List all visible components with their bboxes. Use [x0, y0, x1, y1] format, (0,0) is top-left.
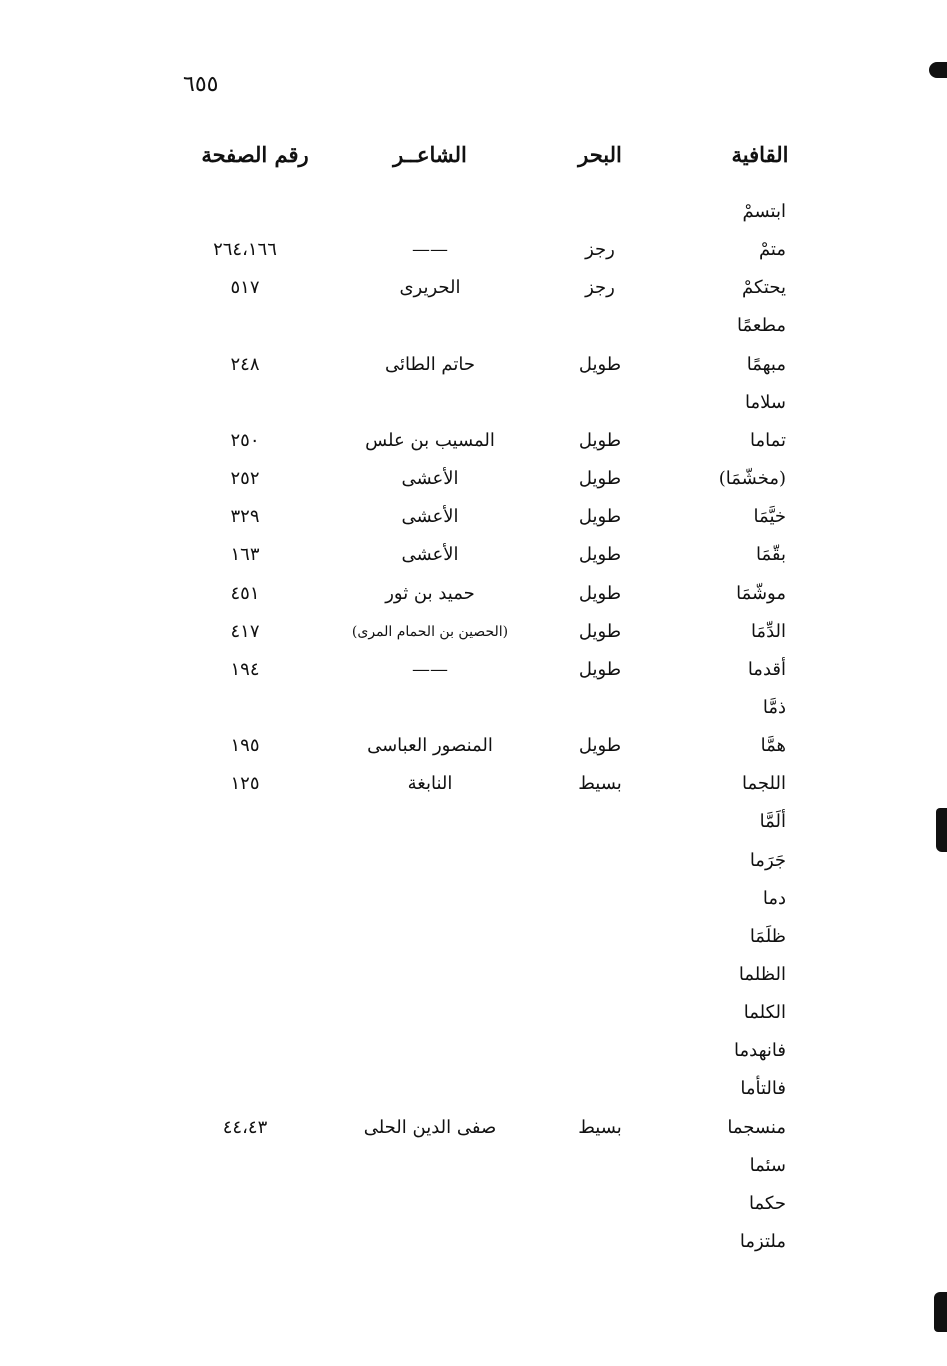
page-ref-cell [200, 689, 290, 727]
page-ref-cell [200, 956, 290, 994]
page-ref-cell: ٤١٧ [230, 621, 260, 642]
table-row [0, 956, 947, 994]
meter-cell: بسيط [578, 773, 622, 794]
meter-cell: طويل [578, 544, 622, 565]
table-row [0, 765, 947, 803]
poet-cell [330, 880, 530, 918]
rhyme-cell: ألَمَّا [759, 811, 786, 832]
page-ref-cell: ٥١٧ [230, 277, 260, 298]
rhyme-cell: ظلَمَا [749, 926, 786, 947]
page-ref-cell [200, 1223, 290, 1261]
rhyme-cell: أقدما [747, 659, 786, 680]
meter-cell [545, 918, 655, 956]
rhyme-cell: خيَّمَا [753, 506, 786, 527]
rhyme-cell: فانهدما [734, 1040, 786, 1061]
meter-cell [545, 193, 655, 231]
meter-cell: طويل [578, 354, 622, 375]
page-ref-cell [200, 918, 290, 956]
meter-cell [545, 994, 655, 1032]
poet-cell [330, 842, 530, 880]
table-row [0, 613, 947, 651]
poet-cell [330, 689, 530, 727]
table-row [0, 575, 947, 613]
poet-cell [330, 956, 530, 994]
rhyme-cell: دما [762, 888, 786, 909]
page-ref-cell: ٢٥٢ [230, 468, 260, 489]
table-row [0, 1147, 947, 1185]
page-ref-cell [200, 193, 290, 231]
meter-cell [545, 384, 655, 422]
table-row [0, 1032, 947, 1070]
table-row [0, 1070, 947, 1108]
page-ref-cell [200, 803, 290, 841]
table-row [0, 842, 947, 880]
meter-cell [545, 307, 655, 345]
rhyme-cell: حكما [749, 1193, 786, 1214]
page-ref-cell: ٣٢٩ [230, 506, 260, 527]
meter-cell: طويل [578, 468, 622, 489]
meter-cell: طويل [578, 506, 622, 527]
page-ref-cell [200, 307, 290, 345]
rhyme-cell: منسجما [727, 1117, 786, 1138]
poet-cell [330, 1070, 530, 1108]
page-ref-cell [200, 1032, 290, 1070]
table-row [0, 384, 947, 422]
poet-cell [330, 384, 530, 422]
rhyme-cell: تماما [749, 430, 786, 451]
poet-cell [330, 994, 530, 1032]
header-poet: الشاعــر [393, 142, 467, 167]
rhyme-cell: موشّمَا [736, 583, 786, 604]
rhyme-cell: ذمَّا [762, 697, 786, 718]
header-rhyme: القافية [731, 142, 789, 167]
rhyme-cell: مبهمًا [746, 354, 786, 375]
poet-cell: النابغة [407, 773, 453, 794]
meter-cell: طويل [578, 735, 622, 756]
page-ref-cell [200, 1147, 290, 1185]
table-row [0, 1185, 947, 1223]
rhyme-cell: يحتكمْ [742, 277, 786, 298]
meter-cell [545, 1070, 655, 1108]
page-ref-cell: ٢٤٨ [230, 354, 260, 375]
poet-cell [330, 1185, 530, 1223]
page-ref-cell [200, 994, 290, 1032]
rhyme-cell: ابتسمْ [742, 201, 786, 222]
table-row [0, 346, 947, 384]
poet-cell: الأعشى [401, 506, 459, 527]
poet-cell: صفى الدين الحلى [363, 1117, 497, 1138]
meter-cell [545, 1223, 655, 1261]
rhyme-cell: جَرَما [749, 850, 786, 871]
table-row [0, 460, 947, 498]
rhyme-cell: الدِّمَا [750, 621, 786, 642]
meter-cell: طويل [578, 621, 622, 642]
page-ref-cell [200, 384, 290, 422]
table-row [0, 803, 947, 841]
table-row [0, 193, 947, 231]
poet-cell: الأعشى [401, 544, 459, 565]
page-ref-cell [200, 842, 290, 880]
poet-cell: (الحصين بن الحمام المرى) [351, 624, 509, 640]
rhyme-cell: سئما [749, 1155, 786, 1176]
table-row [0, 422, 947, 460]
rhyme-cell: اللجما [742, 773, 786, 794]
table-row [0, 1109, 947, 1147]
poet-cell [330, 1147, 530, 1185]
page-ref-cell: ١٦٣ [230, 544, 260, 565]
rhyme-cell: فالتأما [740, 1078, 786, 1099]
scan-edge-mark [934, 1292, 947, 1332]
meter-cell [545, 1185, 655, 1223]
page-number: ٦٥٥ [183, 72, 219, 97]
meter-cell [545, 1147, 655, 1185]
rhyme-cell: (مخشّمَا) [718, 468, 786, 489]
page-ref-cell: ٤٥١ [230, 583, 260, 604]
poet-cell [330, 307, 530, 345]
rhyme-cell: متمْ [758, 239, 786, 260]
table-row [0, 269, 947, 307]
poet-cell [330, 803, 530, 841]
page-ref-cell: ١٢٥ [230, 773, 260, 794]
page-ref-cell [200, 880, 290, 918]
table-row [0, 231, 947, 269]
page-ref-cell: ٤٤،٤٣ [222, 1117, 268, 1138]
meter-cell [545, 1032, 655, 1070]
table-row [0, 536, 947, 574]
table-row [0, 498, 947, 536]
meter-cell: طويل [578, 430, 622, 451]
poet-cell [330, 1032, 530, 1070]
poet-cell [330, 1223, 530, 1261]
header-meter: البحر [578, 142, 622, 167]
meter-cell: رجز [585, 277, 615, 298]
meter-cell [545, 803, 655, 841]
table-row [0, 994, 947, 1032]
meter-cell [545, 880, 655, 918]
poet-cell: —— [412, 659, 448, 680]
poet-cell: المسيب بن علس [365, 430, 495, 451]
rhyme-cell: الكلما [743, 1002, 786, 1023]
rhyme-cell: سلاما [745, 392, 786, 413]
table-row [0, 651, 947, 689]
page-ref-cell [200, 1185, 290, 1223]
meter-cell [545, 842, 655, 880]
rhyme-cell: الظلما [738, 964, 786, 985]
poet-cell [330, 918, 530, 956]
table-row [0, 918, 947, 956]
page-ref-cell: ١٩٥ [230, 735, 260, 756]
rhyme-cell: مطعمًا [737, 315, 786, 336]
poet-cell: الحريرى [399, 277, 461, 298]
page-ref-cell [200, 1070, 290, 1108]
scan-edge-mark [929, 62, 947, 78]
meter-cell: طويل [578, 583, 622, 604]
meter-cell [545, 956, 655, 994]
table-row [0, 689, 947, 727]
rhyme-cell: بقّمَا [755, 544, 786, 565]
page-ref-cell: ٢٦٤،١٦٦ [213, 239, 277, 260]
page-ref-cell: ٢٥٠ [230, 430, 260, 451]
table-row [0, 727, 947, 765]
meter-cell: بسيط [578, 1117, 622, 1138]
poet-cell: الأعشى [401, 468, 459, 489]
table-row [0, 307, 947, 345]
rhyme-cell: همَّا [760, 735, 786, 756]
rhyme-cell: ملتزما [739, 1231, 786, 1252]
poet-cell: حميد بن ثور [385, 583, 475, 604]
table-row [0, 880, 947, 918]
poet-cell: حاتم الطائى [384, 354, 476, 375]
meter-cell: طويل [578, 659, 622, 680]
poet-cell: المنصور العباسى [367, 735, 493, 756]
meter-cell: رجز [585, 239, 615, 260]
meter-cell [545, 689, 655, 727]
table-row [0, 1223, 947, 1261]
poet-cell [330, 193, 530, 231]
header-page: رقم الصفحة [201, 142, 309, 167]
page-ref-cell: ١٩٤ [230, 659, 260, 680]
poet-cell: —— [412, 239, 448, 260]
